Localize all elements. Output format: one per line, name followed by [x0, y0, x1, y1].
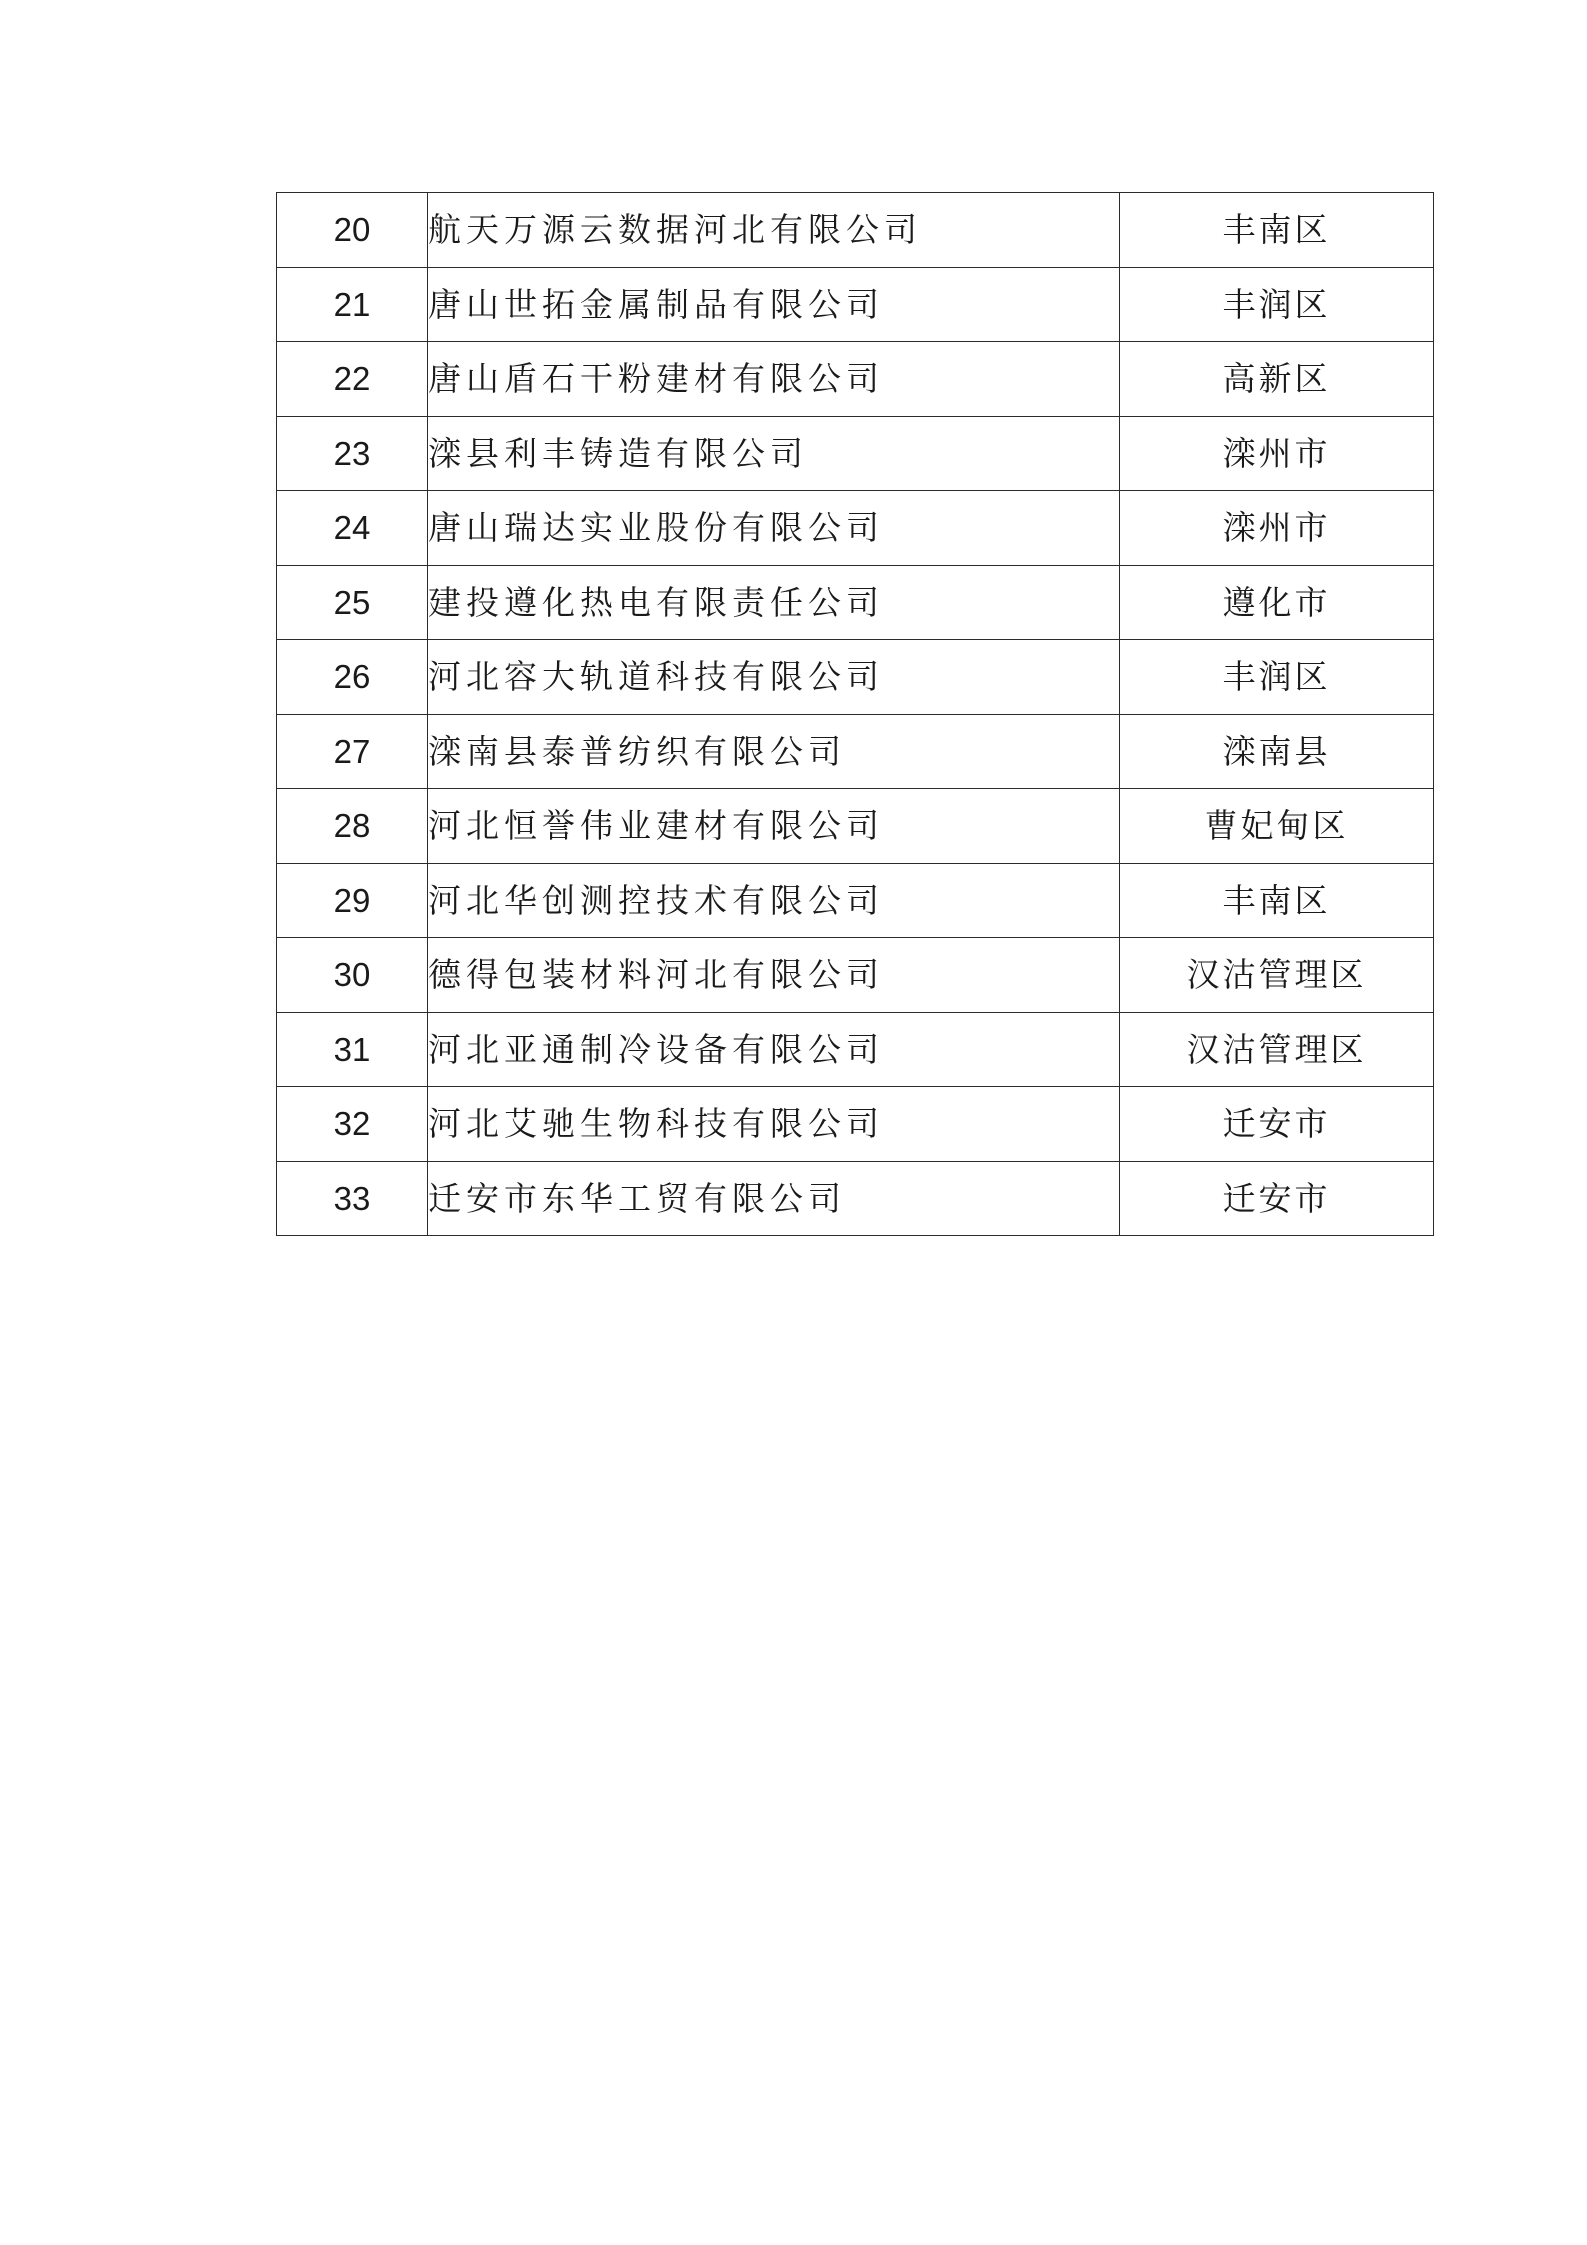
company-name: 航天万源云数据河北有限公司 — [428, 193, 1120, 268]
row-number: 20 — [277, 193, 428, 268]
district-name: 迁安市 — [1120, 1161, 1434, 1236]
row-number: 31 — [277, 1012, 428, 1087]
table-row — [277, 342, 1434, 417]
district-name: 丰南区 — [1120, 193, 1434, 268]
district-name: 迁安市 — [1120, 1087, 1434, 1162]
row-number: 27 — [277, 714, 428, 789]
row-number: 33 — [277, 1161, 428, 1236]
district-name: 滦州市 — [1120, 416, 1434, 491]
row-number: 23 — [277, 416, 428, 491]
district-name: 滦州市 — [1120, 491, 1434, 566]
row-number: 25 — [277, 565, 428, 640]
table-row — [277, 1161, 1434, 1236]
row-number: 21 — [277, 267, 428, 342]
table-row — [277, 416, 1434, 491]
row-number: 24 — [277, 491, 428, 566]
company-name: 建投遵化热电有限责任公司 — [428, 565, 1120, 640]
company-name: 滦南县泰普纺织有限公司 — [428, 714, 1120, 789]
company-name: 唐山盾石干粉建材有限公司 — [428, 342, 1120, 417]
row-number: 30 — [277, 938, 428, 1013]
table-body — [277, 193, 1434, 1236]
table-row — [277, 938, 1434, 1013]
table-row — [277, 640, 1434, 715]
company-name: 河北亚通制冷设备有限公司 — [428, 1012, 1120, 1087]
company-name: 唐山瑞达实业股份有限公司 — [428, 491, 1120, 566]
district-name: 曹妃甸区 — [1120, 789, 1434, 864]
table-row — [277, 714, 1434, 789]
district-name: 汉沽管理区 — [1120, 938, 1434, 1013]
row-number: 22 — [277, 342, 428, 417]
row-number: 32 — [277, 1087, 428, 1162]
district-name: 遵化市 — [1120, 565, 1434, 640]
district-name: 汉沽管理区 — [1120, 1012, 1434, 1087]
table-row — [277, 789, 1434, 864]
row-number: 26 — [277, 640, 428, 715]
company-name: 河北容大轨道科技有限公司 — [428, 640, 1120, 715]
table-row — [277, 1012, 1434, 1087]
row-number: 28 — [277, 789, 428, 864]
table-row — [277, 1087, 1434, 1162]
district-name: 滦南县 — [1120, 714, 1434, 789]
company-name: 河北华创测控技术有限公司 — [428, 863, 1120, 938]
company-name: 唐山世拓金属制品有限公司 — [428, 267, 1120, 342]
district-name: 高新区 — [1120, 342, 1434, 417]
district-name: 丰润区 — [1120, 267, 1434, 342]
table-row — [277, 565, 1434, 640]
company-name: 滦县利丰铸造有限公司 — [428, 416, 1120, 491]
company-table — [276, 192, 1434, 1236]
table-row — [277, 863, 1434, 938]
district-name: 丰南区 — [1120, 863, 1434, 938]
row-number: 29 — [277, 863, 428, 938]
table-row — [277, 267, 1434, 342]
company-name: 迁安市东华工贸有限公司 — [428, 1161, 1120, 1236]
company-name: 德得包装材料河北有限公司 — [428, 938, 1120, 1013]
company-name: 河北恒誉伟业建材有限公司 — [428, 789, 1120, 864]
table-row — [277, 491, 1434, 566]
table-row — [277, 193, 1434, 268]
district-name: 丰润区 — [1120, 640, 1434, 715]
company-name: 河北艾驰生物科技有限公司 — [428, 1087, 1120, 1162]
